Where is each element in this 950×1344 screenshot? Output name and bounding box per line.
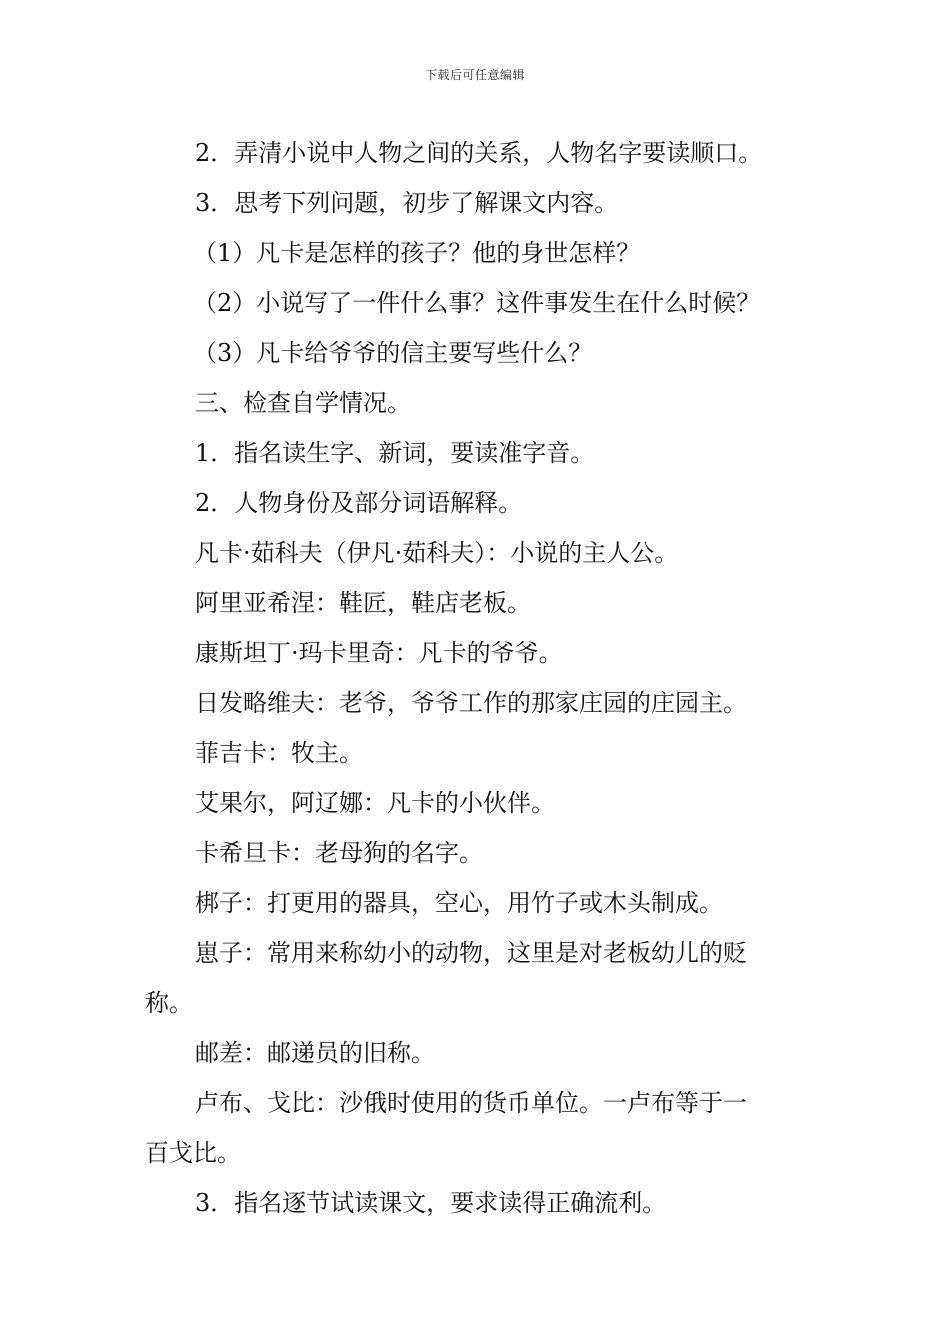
definition-line: 菲吉卡：牧主。 (195, 739, 363, 767)
paragraph-line: 2．人物身份及部分词语解释。 (195, 489, 523, 517)
paragraph-line: 2．弄清小说中人物之间的关系，人物名字要读顺口。 (195, 139, 763, 167)
definition-line: 梆子：打更用的器具，空心，用竹子或木头制成。 (195, 889, 723, 917)
definition-line: 卡希旦卡：老母狗的名字。 (195, 839, 483, 867)
definition-line: 邮差：邮递员的旧称。 (195, 1039, 435, 1067)
section-heading: 三、检查自学情况。 (195, 389, 411, 417)
definition-line: 日发略维夫：老爷，爷爷工作的那家庄园的庄园主。 (195, 689, 747, 717)
definition-line-continued: 称。 (145, 989, 193, 1017)
question-line: （3）凡卡给爷爷的信主要写些什么？ (193, 339, 593, 367)
definition-line: 康斯坦丁·玛卡里奇：凡卡的爷爷。 (195, 639, 563, 667)
definition-line-continued: 百戈比。 (145, 1139, 241, 1167)
definition-line: 阿里亚希涅：鞋匠，鞋店老板。 (195, 589, 531, 617)
paragraph-line: 3．思考下列问题，初步了解课文内容。 (195, 189, 619, 217)
document-body (145, 128, 810, 1228)
paragraph-line: 3．指名逐节试读课文，要求读得正确流利。 (195, 1189, 667, 1217)
question-line: （1）凡卡是怎样的孩子？他的身世怎样？ (193, 239, 641, 267)
paragraph-line: 1．指名读生字、新词，要读准字音。 (195, 439, 595, 467)
definition-line: 凡卡·茹科夫（伊凡·茹科夫）：小说的主人公。 (195, 539, 679, 567)
definition-line: 崽子：常用来称幼小的动物，这里是对老板幼儿的贬 (195, 939, 747, 967)
definition-line: 卢布、戈比：沙俄时使用的货币单位。一卢布等于一 (195, 1089, 747, 1117)
definition-line: 艾果尔，阿辽娜：凡卡的小伙伴。 (195, 789, 555, 817)
page-header: 下载后可任意编辑 (424, 68, 525, 82)
question-line: （2）小说写了一件什么事？这件事发生在什么时候？ (193, 289, 761, 317)
